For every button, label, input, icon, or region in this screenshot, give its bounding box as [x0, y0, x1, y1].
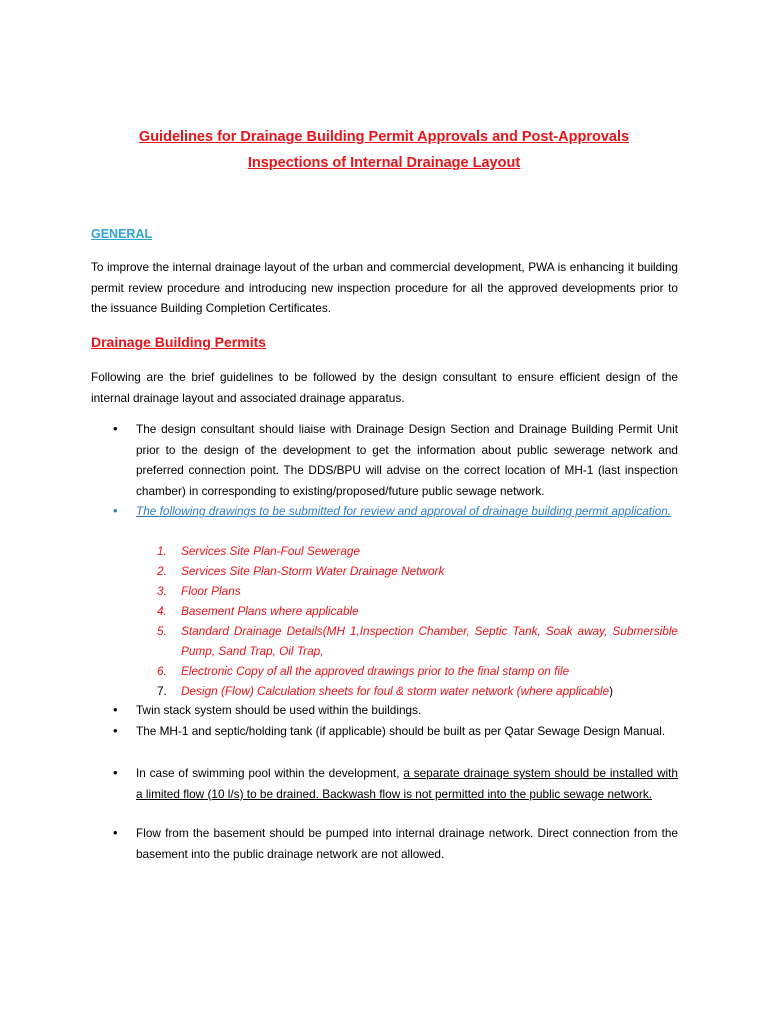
document-title-line-1: Guidelines for Drainage Building Permit Approvals and Post-Approvals — [138, 129, 630, 145]
document-title-line-2: Inspections of Internal Drainage Layout — [247, 155, 521, 171]
drawing-item-text: Floor Plans — [181, 584, 241, 598]
general-heading: GENERAL — [91, 227, 153, 241]
drawing-item-text: Standard Drainage Details(MH 1,Inspection Chamber, Septic Tank, Soak away, Submersible Pump, Sand Trap, Oil Trap, — [181, 624, 678, 658]
bullet-text-drawings: The following drawings to be submitted for review and approval of drainage building permit application. — [136, 504, 672, 518]
drawing-item-text: Electronic Copy of all the approved drawings prior to the final stamp on file — [181, 664, 570, 678]
bullet-text-swimming-pool — [136, 763, 678, 804]
bullet-icon: • — [113, 825, 118, 840]
bullet-icon: • — [113, 765, 118, 780]
bullet-text-liaise: The design consultant should liaise with Drainage Design Section and Drainage Building Permit Unit prior to the design of the development to get the information about public sewerage network and preferred connection point. The DDS/BPU will advise on the correct location of MH-1 (last inspection chamber) in corresponding to existing/proposed/future public sewage network. — [136, 422, 678, 498]
swimming-pool-text: In case of swimming pool within the development, — [136, 766, 404, 780]
drawing-item-text-suffix: ) — [609, 684, 614, 698]
drawing-item-text: Basement Plans where applicable — [181, 604, 359, 618]
drawing-item-text: Services Site Plan-Foul Sewerage — [181, 544, 361, 558]
bullet-icon: • — [113, 503, 118, 518]
bullet-icon: • — [113, 421, 118, 436]
bullet-text-basement: Flow from the basement should be pumped into internal drainage network. Direct connection from the basement into the public drainage network are not allowed. — [136, 826, 678, 861]
swimming-pool-underlined-text: a separate drainage system should be installed with a limited flow (10 l/s) to be drained. Backwash flow is not permitted into the public sewage network. — [136, 766, 678, 801]
drawing-item-number: 4. — [157, 604, 167, 618]
drawing-item-text: Services Site Plan-Storm Water Drainage Network — [181, 564, 445, 578]
bullet-text-mh1: The MH-1 and septic/holding tank (if applicable) should be built as per Qatar Sewage Design Manual. — [136, 724, 666, 738]
drawing-item-text-main: Design (Flow) Calculation sheets for foul & storm water network (where applicable — [181, 684, 610, 698]
drawing-item-number: 5. — [157, 624, 167, 638]
drawing-item-number: 1. — [157, 544, 167, 558]
drawing-item-text — [181, 681, 678, 701]
drawing-item-number: 3. — [157, 584, 167, 598]
bullet-icon: • — [113, 723, 118, 738]
permits-intro-paragraph: Following are the brief guidelines to be followed by the design consultant to ensure efficient design of the internal drainage layout and associated drainage apparatus. — [91, 370, 678, 405]
bullet-icon: • — [113, 702, 118, 717]
drawing-item-number: 7. — [157, 684, 167, 698]
general-paragraph: To improve the internal drainage layout of the urban and commercial development, PWA is enhancing it building permit review procedure and introducing new inspection procedure for all the approved developments prior to the issuance Building Completion Certificates. — [91, 260, 678, 315]
drawing-item-number: 2. — [157, 564, 167, 578]
drawing-item-number: 6. — [157, 664, 167, 678]
bullet-text-twin-stack: Twin stack system should be used within the buildings. — [136, 703, 422, 717]
permits-heading: Drainage Building Permits — [91, 334, 267, 350]
